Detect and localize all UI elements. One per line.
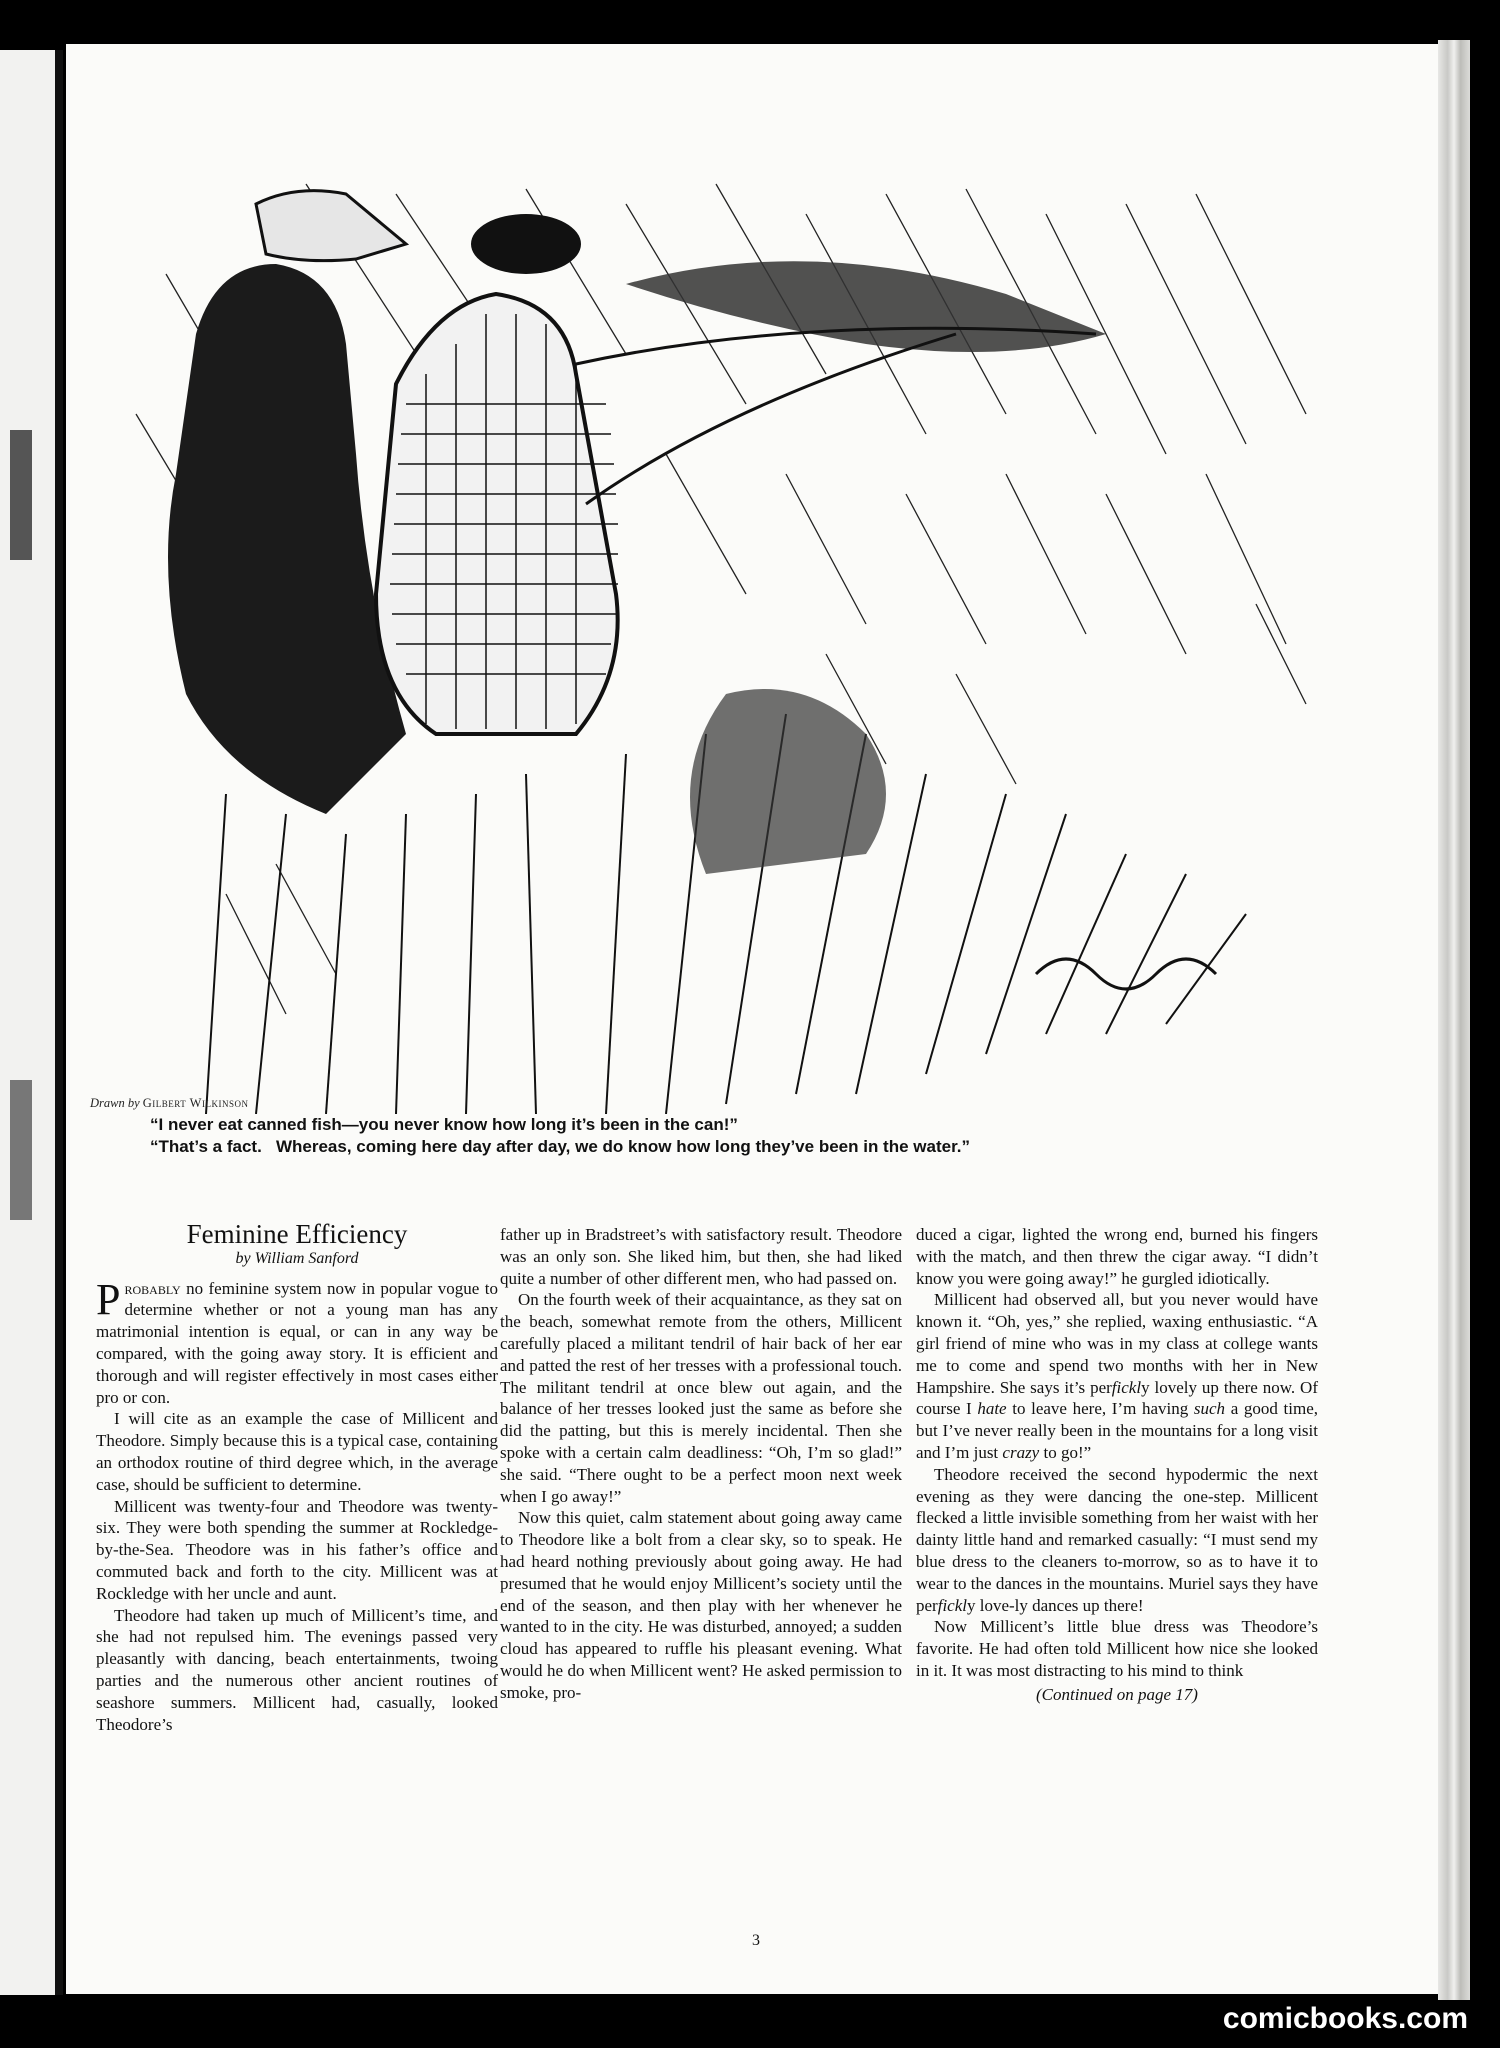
fisherman-right-figure [376,294,618,734]
paragraph [916,1289,1318,1463]
book-page-edges [1438,40,1470,2000]
emphasis: such [1193,1399,1226,1419]
watermark-text: comicbooks.com [1222,2002,1468,2035]
hat-left [256,191,406,261]
paragraph: Now Millicent’s little blue dress was Theodore’s favorite. He had often told Millicent how nice she looked in it. It was most distracting to his mind to think [916,1617,1318,1680]
artist-signature [1036,959,1216,989]
emphasis: hate [977,1399,1007,1419]
paragraph: father up in Bradstreet’s with satisfactory result. Theodore was an only son. She liked him, but then, she had liked quite a number of other different men, who had passed on. [500,1225,902,1288]
article-column-1 [96,1219,498,1735]
paragraph-text: no feminine system now in popular vogue to determine whether or not a young man has any matrimonial intention is equal, or can in any way be compared, with the going away story. It is efficient and thorough and will register effectively in most cases either pro or con. [96,1278,498,1407]
fishing-rod-lower [586,334,956,504]
paragraph: Millicent was twenty-four and Theodore was twenty-six. They were both spending the summer at Rockledge-by-the-Sea. Theodore was in his father’s office and commuted back and forth to the city. Millicent was at Rockledge with her uncle and aunt. [96,1496,498,1603]
paragraph-text: Millicent had observed all, but you never would have known it. “Oh, yes,” she replied, waxing enthusiastic. “A girl friend of mine who was in my class at college wants me to come and spend two months with her in New Hampshire. She says it’s per [916,1290,1318,1397]
page-number: 3 [752,1932,760,1949]
credit-prefix: Drawn by [90,1096,140,1110]
paragraph [96,1274,498,1409]
article-title: Feminine Efficiency [186,1219,408,1249]
grass-clump [690,689,886,874]
article-column-3 [916,1224,1318,1706]
paragraph: duced a cigar, lighted the wrong end, burned his fingers with the match, and then threw the cigar away. “I didn’t know you were going away!” he gurgled idiotically. [916,1225,1318,1288]
article-byline: by William Sanford [235,1249,359,1267]
fisherman-left-figure [168,264,406,814]
illustration-credit [90,1096,248,1111]
shrub-shape [626,261,1106,352]
magazine-page [66,44,1440,1994]
paragraph: On the fourth week of their acquaintance, as they sat on the beach, somewhat remote from the others, Millicent carefully placed a militant tendril of hair back of her ear and patted the rest of her tresses with a professional touch. The militant tendril at once blew out again, and the balance of her tresses looked just the same as before she did the patting, but this is merely incidental. Then she spoke with a certain calm deadliness: “Oh, I’m so glad!” she said. “There ought to be a perfect moon next week when I go away!” [500,1290,902,1506]
paragraph-text: y love-ly dances up there! [966,1595,1144,1615]
paragraph-text: y lovely up there now. Of course I [916,1377,1318,1419]
paragraph: I will cite as an example the case of Millicent and Theodore. Simply because this is a typical case, containing an orthodox routine of third degree which, in the average case, should be sufficient to determine. [96,1409,498,1494]
emphasis: crazy [1002,1442,1040,1462]
facing-page-ink [10,430,32,560]
facing-page-edge [0,50,63,1995]
fishing-in-rain-illustration [106,174,1406,1114]
artist-name: Gilbert Wilkinson [142,1096,249,1110]
paragraph [916,1464,1318,1617]
article-column-2 [500,1224,902,1704]
caption-line-2: “That’s a fact. Whereas, coming here day after day, we do know how long they’ve been in the water.” [150,1137,970,1156]
paragraph-text: to leave here, I’m having [1006,1399,1194,1419]
paragraph: Theodore had taken up much of Millicent’s time, and she had not repulsed him. The evenings passed very pleasantly with dancing, beach entertainments, twoing parties and the numerous other ancient routines of seashore summers. Millicent had, casually, looked Theodore’s [96,1605,498,1734]
caption-line-1: “I never eat canned fish—you never know how long it’s been in the can!” [150,1115,738,1134]
paragraph: Now this quiet, calm statement about going away came to Theodore like a bolt from a clear sky, so to speak. He had heard nothing previously about going away. He had presumed that he would enjoy Millicent’s society until the end of the season, and then play with her whenever he wanted to in the city. He was disturbed, annoyed; a sudden cloud has appeared to ruffle his pleasant evening. What would he do when Millicent went? He asked permission to smoke, pro- [500,1508,902,1702]
bowler-hat [471,214,581,274]
emphasis: fickl [1111,1377,1142,1397]
paragraph-text: Theodore received the second hypodermic the next evening as they were dancing the one-step. Millicent flecked a little invisible something from her waist with her dainty little hand and remarked casually: “I must send my blue dress to the cleaners to-morrow, so as to have it to wear to the dances in the mountains. Muriel says they have per [916,1464,1318,1615]
paragraph-text: a good time, but I’ve never really been in the mountains for a long visit and I’m just [916,1399,1319,1462]
drop-cap: P [96,1274,121,1324]
facing-page-ink [10,1080,32,1220]
first-word: robably [124,1278,181,1298]
continued-note: (Continued on page 17) [1036,1684,1198,1704]
paragraph-text: to go!” [1039,1442,1092,1462]
emphasis: fickl [937,1595,967,1615]
